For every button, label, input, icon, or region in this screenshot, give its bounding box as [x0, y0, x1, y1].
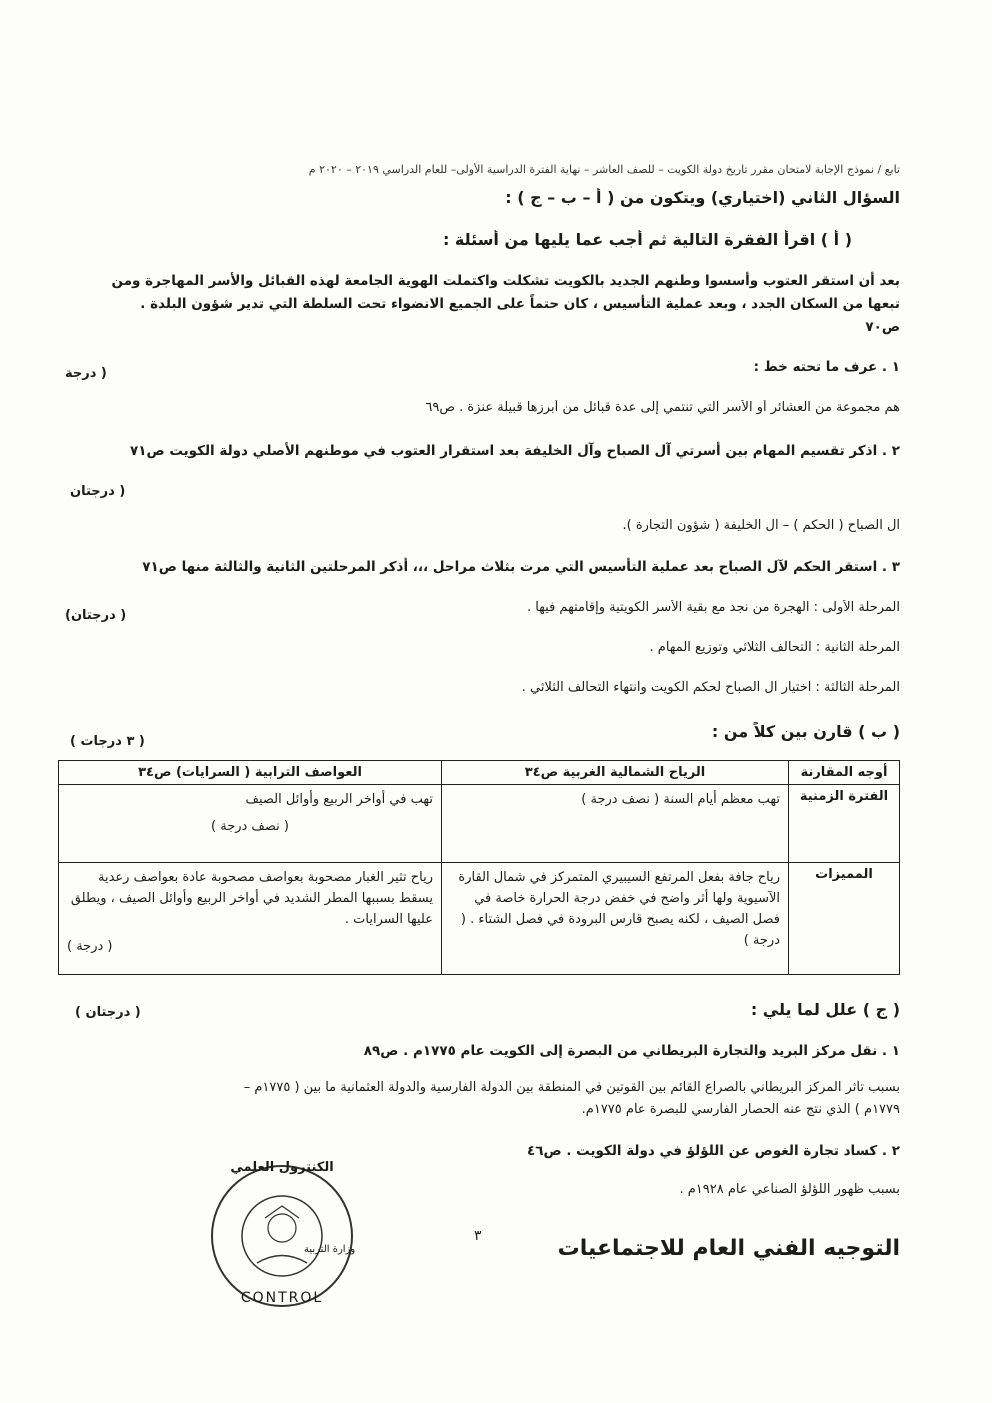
- table-cell: [442, 785, 789, 863]
- cell-text: تهب في أواخر الربيع وأوائل الصيف: [245, 792, 433, 807]
- stamp-ministry-text: وزارة التربية: [304, 1244, 356, 1255]
- c-q2-text: ٢ . كساد تجارة الغوص عن اللؤلؤ في دولة الكويت . ص٤٦: [526, 1143, 900, 1159]
- c-a1-line-1: بسبب تأثر المركز البريطاني بالصراع القائم بين القوتين في المنطقة بين الدولة الفارسية والدولة العثمانية ما بين ( ١٧٧٥م –: [243, 1080, 900, 1095]
- q2-text: ٢ . اذكر تقسيم المهام بين أسرتي آل الصباح وآل الخليفة بعد استقرار العتوب في موطنهم الأصلي دولة الكويت ص٧١: [129, 443, 900, 459]
- table-cell: [59, 785, 442, 863]
- cell-grade: ( درجة ): [67, 939, 113, 954]
- table-row: [59, 863, 900, 975]
- part-c-grade: ( درجتان ): [75, 1005, 141, 1020]
- row-label: المميزات: [789, 863, 900, 975]
- table-header-cell: العواصف الترابية ( السرايات) ص٣٤: [59, 761, 442, 785]
- footer-title: التوجيه الفني العام للاجتماعيات: [557, 1236, 900, 1261]
- q3-grade: ( درجتان): [65, 608, 127, 623]
- q1-grade: ( درجة: [65, 366, 107, 381]
- table-header-cell: الرياح الشمالية الغربية ص٣٤: [442, 761, 789, 785]
- c-a1-line-2: ١٧٧٩م ) الذي نتج عنه الحصار الفارسي للبصرة عام ١٧٧٥م.: [581, 1102, 900, 1117]
- stage-2: المرحلة الثانية : التحالف الثلاثي وتوزيع المهام .: [649, 640, 900, 655]
- passage-line-1: بعد أن استقر العتوب وأسسوا وطنهم الجديد بالكويت تشكلت واكتملت الهوية الجامعة لهذه القبائل والأسر المهاجرة ومن: [111, 273, 900, 289]
- c-a2: بسبب ظهور اللؤلؤ الصناعي عام ١٩٢٨م .: [679, 1182, 900, 1197]
- cell-text: تهب معظم أيام السنة ( نصف درجة ): [581, 792, 780, 807]
- part-b-grade: ( ٣ درجات ): [70, 734, 145, 749]
- q1-text: ١ . عرف ما تحته خط :: [753, 359, 900, 375]
- table-cell: [442, 863, 789, 975]
- table-header-row: [59, 761, 900, 785]
- row-label: الفترة الزمنية: [789, 785, 900, 863]
- passage-line-3: ص٧٠: [865, 319, 900, 335]
- stage-3: المرحلة الثالثة : اختيار آل الصباح لحكم الكويت وانتهاء التحالف الثلاثي .: [521, 680, 900, 695]
- q2-grade: ( درجتان: [70, 484, 126, 499]
- cell-grade: ( نصف درجة ): [211, 819, 289, 834]
- part-b-title: ( ب ) قارن بين كلاً من :: [711, 722, 900, 741]
- question-title: السؤال الثاني (اختياري) ويتكون من ( أ – ب – ج ) :: [505, 188, 900, 207]
- cell-text: رياح تثير الغبار مصحوبة بعواصف مصحوبة عادة بعواصف رعدية يسقط بسببها المطر الشديد في أواخر الربيع وأوائل الصيف ، ويطلق عليها السرايات .: [70, 870, 433, 927]
- q3-text: ٣ . استقر الحكم لآل الصباح بعد عملية التأسيس التي مرت بثلاث مراحل ،،، أذكر المرحلتين الثانية والثالثة منها ص٧١: [142, 559, 900, 575]
- c-q1-text: ١ . نقل مركز البريد والتجارة البريطاني من البصرة إلى الكويت عام ١٧٧٥م . ص٨٩: [363, 1043, 900, 1059]
- q2-answer: آل الصباح ( الحكم ) – آل الخليفة ( شؤون التجارة ).: [622, 518, 900, 533]
- page-header: تابع / نموذج الإجابة لامتحان مقرر تاريخ دولة الكويت – للصف العاشر – نهاية الفترة الدراسية الأولى– للعام الدراسي ٢٠١٩ – ٢٠٢٠ م: [308, 163, 900, 176]
- q1-answer: هم مجموعة من العشائر أو الأسر التي تنتمي إلى عدة قبائل من أبرزها قبيلة عنزة . ص٦٩: [425, 400, 900, 415]
- stage-1: المرحلة الأولى : الهجرة من نجد مع بقية الأسر الكويتية وإقامتهم فيها .: [526, 600, 900, 615]
- table-row: [59, 785, 900, 863]
- cell-text: رياح جافة بفعل المرتفع السيبيري المتمركز في شمال القارة الآسيوية ولها أثر واضح في خفض درجة الحرارة خاصة في فصل الصيف ، لكنه يصبح قارس البرودة في فصل الشتاء . ( درجة ): [458, 870, 780, 948]
- control-stamp: [207, 1158, 357, 1318]
- comparison-table: [58, 760, 900, 975]
- part-a-title: ( أ ) اقرأ الفقرة التالية ثم أجب عما يليها من أسئلة :: [442, 230, 852, 249]
- stamp-bottom-text: CONTROL: [240, 1290, 324, 1306]
- table-cell: [59, 863, 442, 975]
- table-header-cell: أوجه المقارنة: [789, 761, 900, 785]
- stamp-top-text: الكنترول العلمي: [230, 1160, 334, 1175]
- passage-line-2: تبعها من السكان الجدد ، وبعد عملية التأسيس ، كان حتماً على الجميع الانضواء تحت السلطة التي تدير شؤون البلدة .: [140, 296, 900, 312]
- page-number: ٣: [474, 1228, 482, 1244]
- part-c-title: ( ج ) علل لما يلي :: [750, 1000, 900, 1019]
